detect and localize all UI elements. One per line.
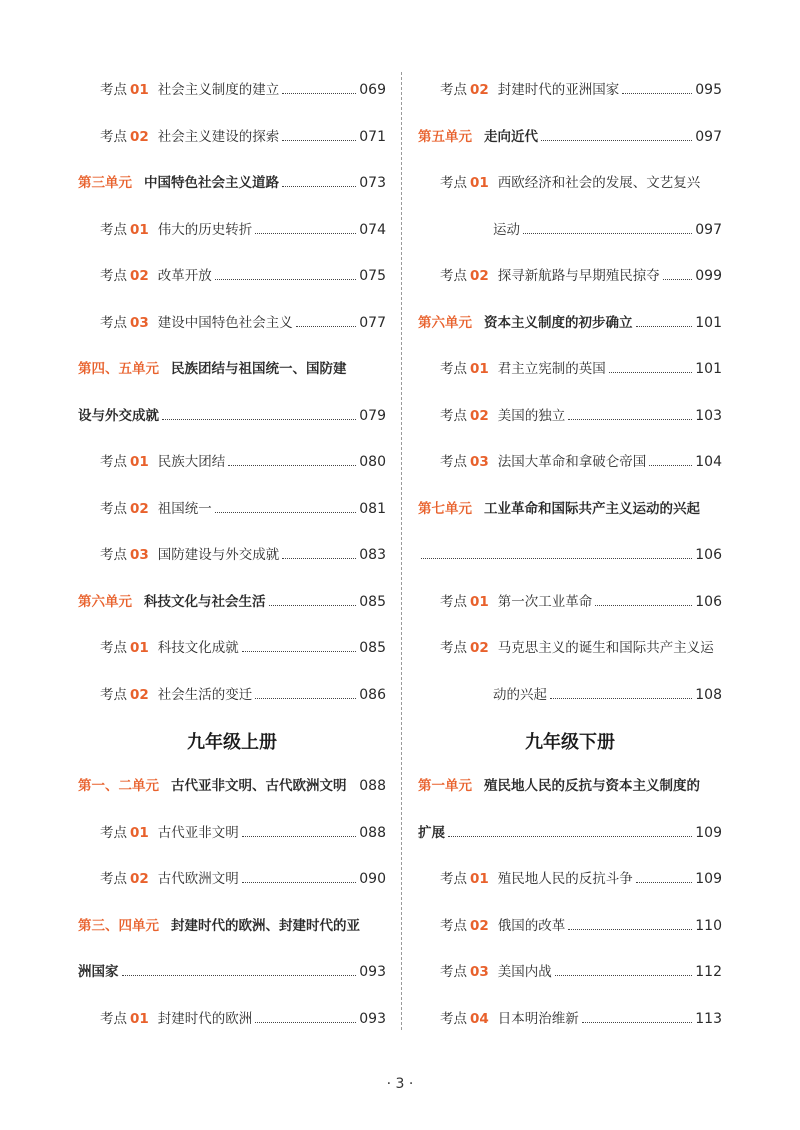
entry-title: 君主立宪制的英国 (497, 361, 606, 377)
page-ref: 077 (359, 314, 386, 331)
toc-entry[interactable] (418, 258, 722, 284)
entry-title: 美国内战 (497, 964, 552, 980)
kaodian-number: 02 (470, 407, 489, 424)
dot-leader (282, 186, 356, 187)
entry-title: 日本明治维新 (497, 1010, 579, 1027)
toc-unit-entry[interactable] (418, 119, 722, 145)
kaodian-label: 考点 (440, 407, 467, 424)
toc-entry[interactable] (78, 630, 386, 656)
dot-leader (228, 465, 356, 466)
unit-label: 第五单元 (418, 128, 472, 145)
kaodian-label: 考点 (100, 221, 127, 238)
toc-entry[interactable] (418, 630, 722, 656)
toc-entry[interactable] (418, 537, 722, 563)
entry-title: 殖民地人民的反抗斗争 (497, 871, 633, 887)
entry-title: 祖国统一 (157, 500, 212, 517)
kaodian-label: 考点 (440, 871, 467, 887)
kaodian-label: 考点 (440, 361, 467, 377)
page-ref: 093 (359, 964, 386, 980)
toc-entry[interactable] (78, 677, 386, 703)
entry-title: 封建时代的欧洲 (157, 1010, 253, 1027)
toc-unit-entry[interactable] (78, 398, 386, 424)
entry-title: 洲国家 (78, 964, 119, 980)
unit-label: 第一单元 (418, 778, 472, 794)
entry-title: 动的兴起 (493, 686, 547, 703)
entry-title: 建设中国特色社会主义 (157, 314, 293, 331)
toc-unit-entry[interactable] (418, 491, 722, 517)
entry-title: 俄国的改革 (497, 917, 566, 934)
kaodian-number: 02 (470, 917, 489, 934)
kaodian-number: 01 (130, 1010, 149, 1027)
dot-leader (122, 975, 357, 976)
page-ref: 085 (359, 593, 386, 610)
kaodian-label: 考点 (100, 128, 127, 145)
dot-leader (622, 93, 692, 94)
page-ref: 083 (359, 547, 386, 563)
kaodian-label: 考点 (440, 917, 467, 934)
entry-title: 走向近代 (484, 128, 538, 145)
kaodian-number: 02 (130, 128, 149, 145)
entry-title: 法国大革命和拿破仑帝国 (497, 454, 647, 470)
kaodian-number: 03 (130, 314, 149, 331)
toc-entry[interactable] (78, 444, 386, 470)
toc-entry[interactable] (418, 165, 722, 191)
unit-label: 第七单元 (418, 500, 472, 517)
dot-leader (421, 558, 692, 559)
toc-entry[interactable] (418, 444, 722, 470)
dot-leader (550, 698, 692, 699)
kaodian-label: 考点 (440, 82, 467, 98)
toc-entry[interactable] (418, 861, 722, 887)
kaodian-number: 01 (130, 824, 149, 841)
kaodian-label: 考点 (100, 640, 127, 656)
kaodian-number: 03 (470, 454, 489, 470)
toc-entry[interactable] (418, 1001, 722, 1027)
page-ref: 113 (695, 1010, 722, 1027)
kaodian-number: 03 (470, 964, 489, 980)
page-ref: 071 (359, 128, 386, 145)
unit-label: 第六单元 (418, 314, 472, 331)
dot-leader (255, 698, 356, 699)
toc-entry[interactable] (78, 491, 386, 517)
page-ref: 109 (695, 824, 722, 841)
dot-leader (255, 233, 356, 234)
toc-unit-entry[interactable] (78, 908, 386, 934)
dot-leader (636, 882, 692, 883)
page-ref: 086 (359, 686, 386, 703)
kaodian-label: 考点 (100, 1010, 127, 1027)
unit-label: 第一、二单元 (78, 778, 159, 794)
entry-title: 科技文化成就 (157, 640, 239, 656)
dot-leader (649, 465, 692, 466)
dot-leader (242, 651, 356, 652)
toc-entry[interactable] (418, 677, 722, 703)
toc-entry[interactable] (78, 537, 386, 563)
unit-label: 第三单元 (78, 175, 132, 191)
grade-title: 九年级下册 (525, 732, 615, 753)
page-number: · 3 · (386, 1076, 414, 1092)
page-ref: 103 (695, 407, 722, 424)
dot-leader (568, 929, 692, 930)
kaodian-label: 考点 (440, 640, 467, 656)
dot-leader (215, 279, 356, 280)
toc-entry[interactable] (78, 861, 386, 887)
entry-title: 社会主义制度的建立 (157, 82, 280, 98)
page-ref: 109 (695, 871, 722, 887)
page-ref: 112 (695, 964, 722, 980)
unit-label: 第六单元 (78, 593, 132, 610)
page-ref: 106 (695, 593, 722, 610)
page-ref: 080 (359, 454, 386, 470)
page-ref: 085 (359, 640, 386, 656)
entry-title: 民族大团结 (157, 454, 226, 470)
kaodian-number: 01 (130, 640, 149, 656)
dot-leader (609, 372, 692, 373)
kaodian-number: 02 (470, 268, 489, 284)
page-ref: 101 (695, 361, 722, 377)
toc-unit-entry[interactable] (78, 584, 386, 610)
kaodian-number: 01 (470, 871, 489, 887)
dot-leader (523, 233, 692, 234)
kaodian-label: 考点 (440, 454, 467, 470)
page-ref: 074 (359, 221, 386, 238)
unit-label: 第四、五单元 (78, 361, 159, 377)
kaodian-number: 01 (130, 221, 149, 238)
page-ref: 069 (359, 82, 386, 98)
entry-title: 古代亚非文明、古代欧洲文明 (171, 778, 347, 794)
dot-leader (242, 882, 356, 883)
kaodian-label: 考点 (100, 871, 127, 887)
kaodian-number: 02 (470, 640, 489, 656)
page-ref: 108 (695, 686, 722, 703)
toc-unit-entry[interactable] (418, 768, 722, 794)
entry-title: 殖民地人民的反抗与资本主义制度的 (484, 778, 700, 794)
kaodian-label: 考点 (100, 824, 127, 841)
page-ref: 081 (359, 500, 386, 517)
toc-unit-entry[interactable] (78, 768, 386, 794)
entry-title: 探寻新航路与早期殖民掠夺 (497, 268, 660, 284)
entry-title: 封建时代的欧洲、封建时代的亚 (171, 917, 360, 934)
toc-entry[interactable] (78, 119, 386, 145)
page-ref: 101 (695, 314, 722, 331)
dot-leader (215, 512, 356, 513)
column-divider (401, 72, 402, 1030)
entry-title: 设与外交成就 (78, 407, 159, 424)
entry-title: 运动 (493, 221, 520, 238)
dot-leader (282, 558, 356, 559)
kaodian-number: 02 (130, 686, 149, 703)
kaodian-number: 01 (470, 361, 489, 377)
kaodian-number: 01 (130, 82, 149, 98)
page-ref: 079 (359, 407, 386, 424)
kaodian-number: 01 (130, 454, 149, 470)
page-ref: 099 (695, 268, 722, 284)
kaodian-label: 考点 (100, 500, 127, 517)
dot-leader (282, 93, 356, 94)
entry-title: 封建时代的亚洲国家 (497, 82, 620, 98)
entry-title: 民族团结与祖国统一、国防建 (171, 361, 347, 377)
page-ref: 104 (695, 454, 722, 470)
toc-entry[interactable] (78, 72, 386, 98)
entry-title: 国防建设与外交成就 (157, 547, 280, 563)
kaodian-label: 考点 (100, 82, 127, 98)
kaodian-label: 考点 (440, 593, 467, 610)
kaodian-label: 考点 (100, 454, 127, 470)
dot-leader (541, 140, 692, 141)
entry-title: 科技文化与社会生活 (144, 593, 266, 610)
entry-title: 古代亚非文明 (157, 824, 239, 841)
kaodian-label: 考点 (440, 175, 467, 191)
dot-leader (595, 605, 692, 606)
toc-entry[interactable] (418, 954, 722, 980)
entry-title: 扩展 (418, 824, 445, 841)
entry-title: 社会生活的变迁 (157, 686, 253, 703)
kaodian-number: 01 (470, 593, 489, 610)
entry-title: 第一次工业革命 (497, 593, 593, 610)
toc-entry[interactable] (78, 1001, 386, 1027)
toc-entry[interactable] (418, 72, 722, 98)
entry-title: 社会主义建设的探索 (157, 128, 280, 145)
dot-leader (568, 419, 692, 420)
toc-entry[interactable] (78, 305, 386, 331)
dot-leader (555, 975, 692, 976)
dot-leader (663, 279, 692, 280)
toc-entry[interactable] (418, 398, 722, 424)
entry-title: 伟大的历史转折 (157, 221, 253, 238)
page-ref: 110 (695, 917, 722, 934)
toc-entry[interactable] (78, 258, 386, 284)
dot-leader (255, 1022, 356, 1023)
dot-leader (296, 326, 356, 327)
toc-entry[interactable] (418, 584, 722, 610)
kaodian-label: 考点 (440, 964, 467, 980)
entry-title: 工业革命和国际共产主义运动的兴起 (484, 500, 700, 517)
page-ref: 097 (695, 221, 722, 238)
toc-entry[interactable] (418, 351, 722, 377)
kaodian-label: 考点 (100, 314, 127, 331)
entry-title: 美国的独立 (497, 407, 566, 424)
kaodian-number: 03 (130, 547, 149, 563)
kaodian-number: 01 (470, 175, 489, 191)
page-ref: 093 (359, 1010, 386, 1027)
grade-title: 九年级上册 (187, 732, 277, 753)
page-ref: 088 (359, 778, 386, 794)
dot-leader (636, 326, 693, 327)
unit-label: 第三、四单元 (78, 917, 159, 934)
kaodian-number: 04 (470, 1010, 489, 1027)
page-ref: 106 (695, 547, 722, 563)
entry-title: 资本主义制度的初步确立 (484, 314, 633, 331)
toc-unit-entry[interactable] (418, 815, 722, 841)
toc-unit-entry[interactable] (78, 954, 386, 980)
page-ref: 073 (359, 175, 386, 191)
kaodian-number: 02 (130, 500, 149, 517)
page-ref: 088 (359, 824, 386, 841)
kaodian-number: 02 (130, 871, 149, 887)
toc-entry[interactable] (78, 212, 386, 238)
page-ref: 097 (695, 128, 722, 145)
dot-leader (282, 140, 356, 141)
page-ref: 095 (695, 82, 722, 98)
dot-leader (162, 419, 356, 420)
dot-leader (269, 605, 357, 606)
toc-unit-entry[interactable] (418, 305, 722, 331)
kaodian-label: 考点 (100, 547, 127, 563)
entry-title: 改革开放 (157, 268, 212, 284)
dot-leader (448, 836, 692, 837)
kaodian-label: 考点 (440, 1010, 467, 1027)
page-ref: 075 (359, 268, 386, 284)
kaodian-number: 02 (130, 268, 149, 284)
kaodian-label: 考点 (440, 268, 467, 284)
toc-unit-entry[interactable] (78, 351, 386, 377)
toc-entry[interactable] (418, 908, 722, 934)
entry-title: 马克思主义的诞生和国际共产主义运 (497, 640, 714, 656)
kaodian-label: 考点 (100, 686, 127, 703)
toc-entry[interactable] (418, 212, 722, 238)
page-ref: 090 (359, 871, 386, 887)
toc-entry[interactable] (78, 815, 386, 841)
dot-leader (582, 1022, 692, 1023)
dot-leader (242, 836, 356, 837)
entry-title: 古代欧洲文明 (157, 871, 239, 887)
toc-unit-entry[interactable] (78, 165, 386, 191)
entry-title: 西欧经济和社会的发展、文艺复兴 (497, 175, 701, 191)
kaodian-label: 考点 (100, 268, 127, 284)
entry-title: 中国特色社会主义道路 (144, 175, 279, 191)
kaodian-number: 02 (470, 82, 489, 98)
